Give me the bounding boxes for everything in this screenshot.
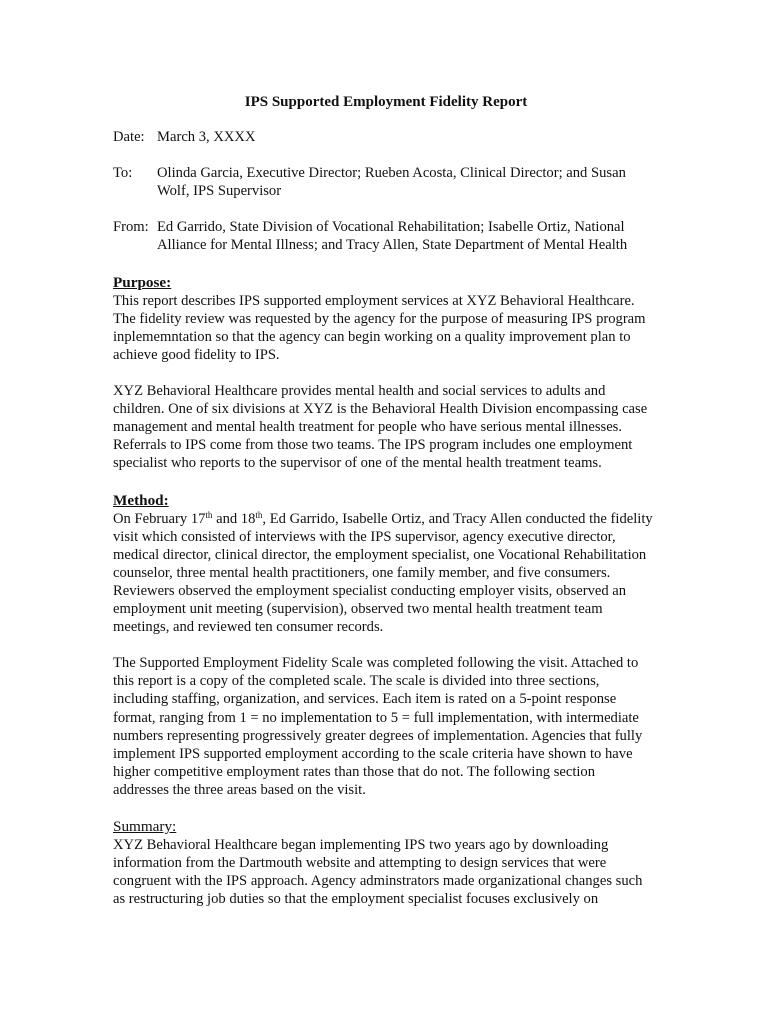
summary-paragraph-1: XYZ Behavioral Healthcare began implementing IPS two years ago by downloading information from the Dartmouth website and attempting to design services that were congruent with the IPS approach. Agency adminstrators made organizational changes such as restructuring job duties so that the employment specialist focuses exclusively on [113,837,643,908]
date-row [113,128,653,146]
from-value: Ed Garrido, State Division of Vocational Rehabilitation; Isabelle Ortiz, National Alliance for Mental Illness; and Tracy Allen, State Department of Mental Health [157,219,628,254]
method-paragraph-2: The Supported Employment Fidelity Scale was completed following the visit. Attached to this report is a copy of the completed scale. The scale is divided into three sections, including staffing, organization, and services. Each item is rated on a 5-point response format, ranging from 1 = no implementation to 5 = full implementation, with intermediate numbers representing progressively greater degrees of implementation. Agencies that fully implement IPS supported employment according to the scale criteria have shown to have higher competitive employment rates than those that do not. The following section addresses the three areas based on the visit. [113,655,643,798]
method-p1-sup-1: th [205,509,213,520]
document-title: IPS Supported Employment Fidelity Report [244,94,528,110]
method-p1-text-a: On February 17 [113,510,206,527]
date-value: March 3, XXXX [157,129,256,146]
from-label: From: [113,219,149,236]
summary-heading: Summary: [113,818,177,835]
date-label: Date: [113,129,145,146]
purpose-heading: Purpose: [113,273,172,291]
method-paragraph-1 [113,510,653,637]
purpose-paragraph-2: XYZ Behavioral Healthcare provides mental health and social services to adults and children. One of six divisions at XYZ is the Behavioral Health Division encompassing case management and mental health treatment for people who have serious mental illnesses. Referrals to IPS come from those two teams. The IPS program includes one employment specialist who reports to the supervisor of one of the mental health treatment teams. [113,383,648,472]
method-p1-text-c: , Ed Garrido, Isabelle Ortiz, and Tracy Allen conducted the fidelity visit which consisted of interviews with the IPS supervisor, agency executive director, medical director, clinical director, the employment specialist, one Vocational Rehabilitation counselor, three mental health practitioners, one family member, and five consumers. Reviewers observed the employment specialist conducting employer visits, observed an employment unit meeting (supervision), observed two mental health treatment team meetings, and reviewed ten consumer records. [113,510,653,636]
from-row [113,218,653,254]
method-p1-sup-2: th [255,509,263,520]
method-p1-text-b: and 18 [212,510,256,527]
to-label: To: [113,165,133,182]
purpose-paragraph-1: This report describes IPS supported employment services at XYZ Behavioral Healthcare. The fidelity review was requested by the agency for the purpose of measuring IPS program inplememntation so that the agency can begin working on a quality improvement plan to achieve good fidelity to IPS. [113,292,646,363]
to-row [113,164,653,200]
to-value: Olinda Garcia, Executive Director; Rueben Acosta, Clinical Director; and Susan Wolf, IPS Supervisor [157,165,626,200]
document-page [113,93,653,908]
method-heading: Method: [113,491,169,509]
